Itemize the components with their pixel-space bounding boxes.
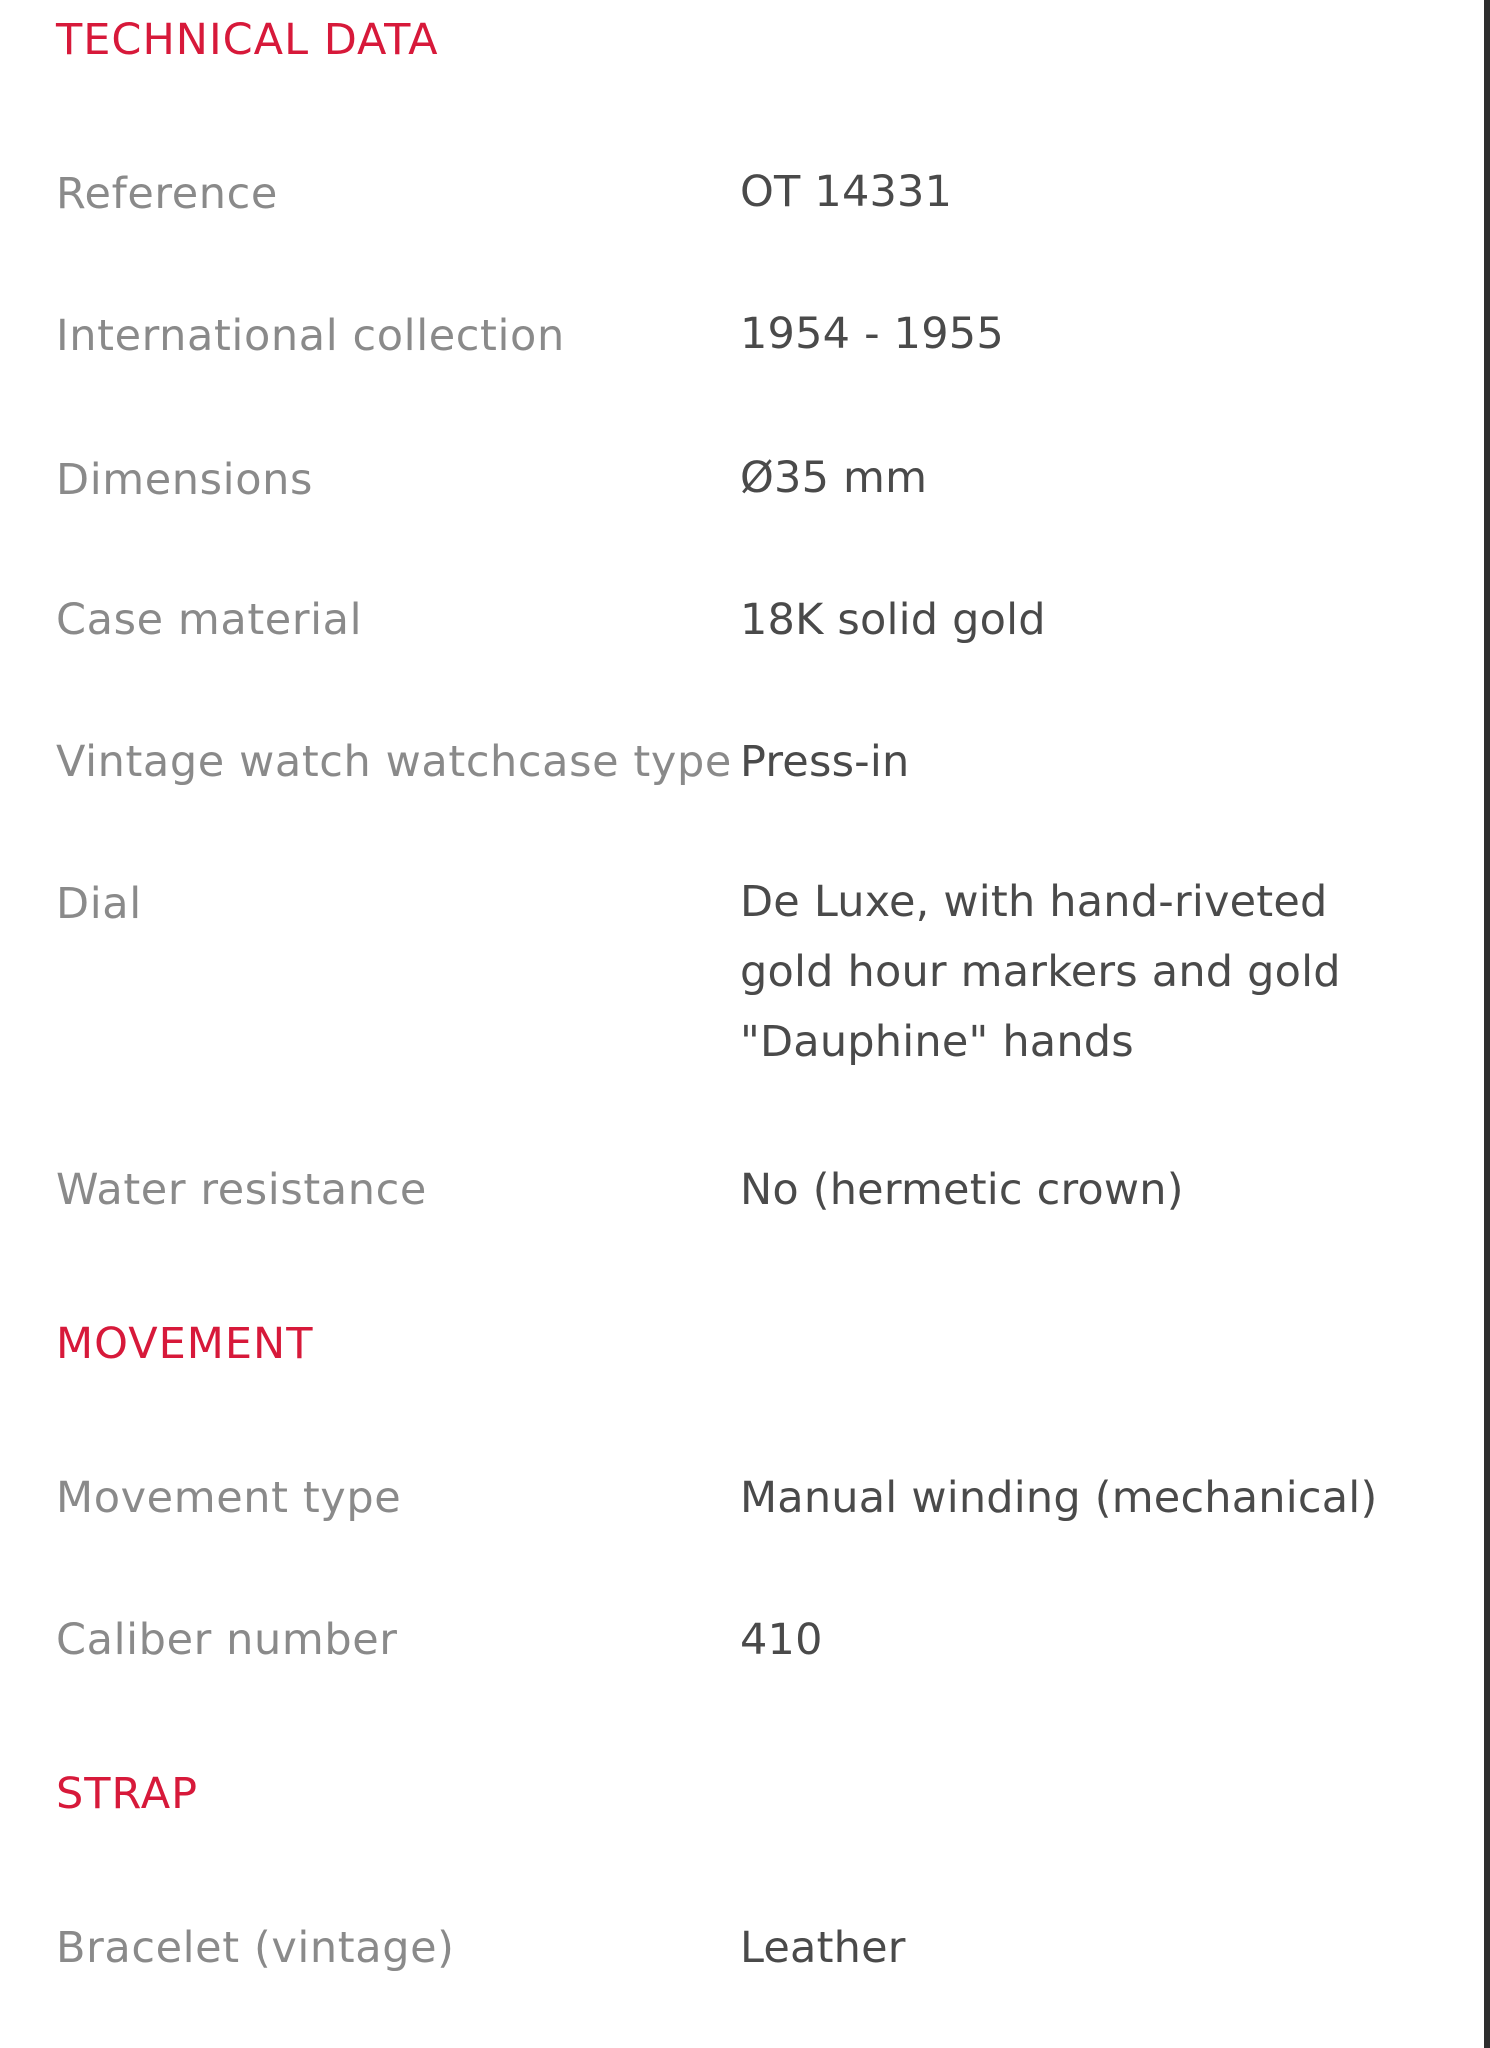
spec-value-dimensions: Ø35 mm [740,453,928,503]
spec-value-dial [740,867,1360,1077]
spec-label-bracelet: Bracelet (vintage) [56,1923,455,1973]
spec-value-water-resistance: No (hermetic crown) [740,1165,1184,1215]
spec-label-movement-type: Movement type [56,1473,402,1523]
spec-label-watchcase-type: Vintage watch watchcase type [56,737,732,787]
spec-value-reference: OT 14331 [740,167,953,217]
spec-value-bracelet: Leather [740,1923,906,1973]
spec-label-reference: Reference [56,169,278,219]
section-heading-movement: MOVEMENT [56,1319,314,1369]
spec-value-caliber-number: 410 [740,1615,823,1665]
spec-label-water-resistance: Water resistance [56,1165,427,1215]
section-heading-strap: STRAP [56,1769,199,1819]
spec-value-dial-line-1: De Luxe, with hand-riveted [740,877,1328,927]
spec-label-dial: Dial [56,879,142,929]
spec-value-dial-line-2: gold hour markers and gold [740,947,1341,997]
spec-value-movement-type: Manual winding (mechanical) [740,1473,1378,1523]
spec-value-international-collection: 1954 - 1955 [740,309,1004,359]
spec-label-dimensions: Dimensions [56,455,313,505]
spec-value-dial-line-3: "Dauphine" hands [740,1017,1134,1067]
right-edge-divider [1484,0,1490,2048]
spec-label-case-material: Case material [56,595,363,645]
spec-value-watchcase-type: Press-in [740,737,910,787]
spec-label-caliber-number: Caliber number [56,1615,398,1665]
section-heading-technical-data: TECHNICAL DATA [56,15,439,65]
spec-value-case-material: 18K solid gold [740,595,1046,645]
spec-label-international-collection: International collection [56,311,565,361]
